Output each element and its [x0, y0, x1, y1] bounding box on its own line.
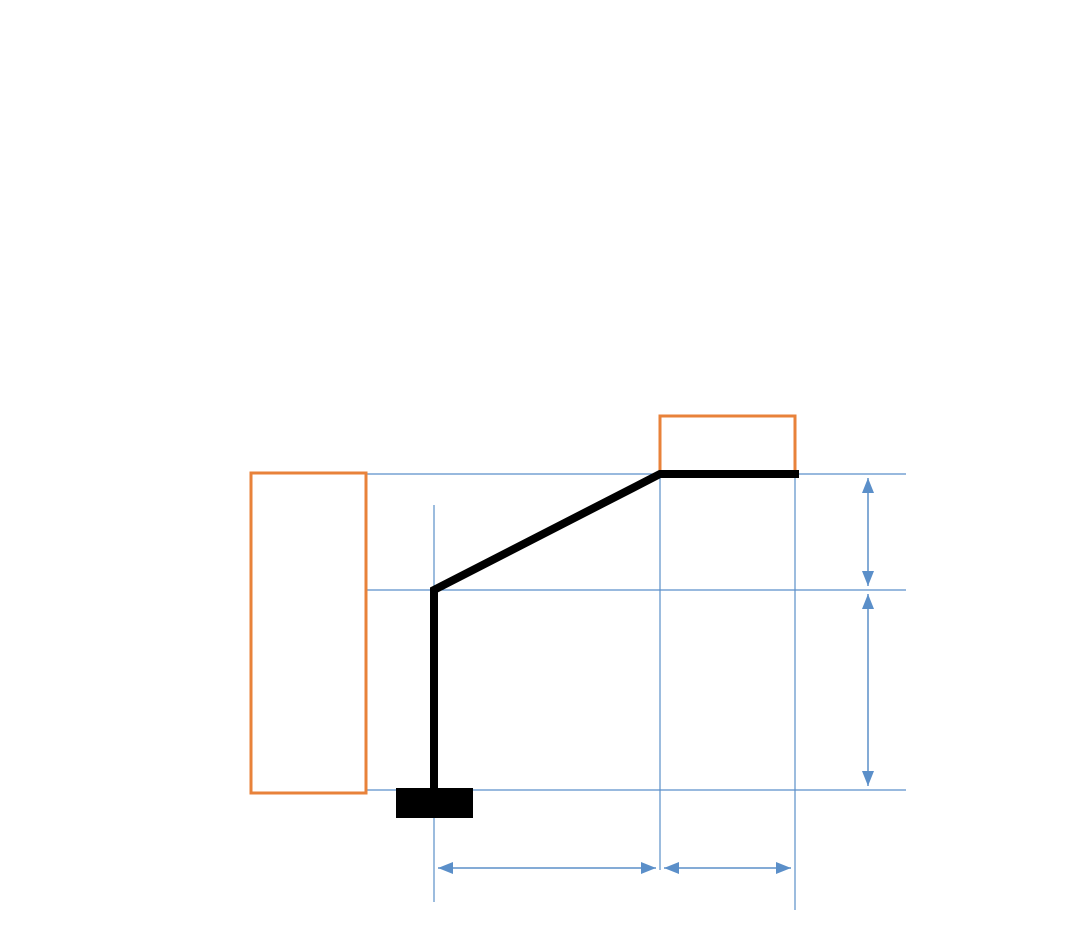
fixed-support [396, 788, 473, 818]
frame-members [434, 474, 795, 788]
left-distributed-load [251, 473, 366, 793]
top-distributed-load [660, 416, 795, 474]
frame-diagram [0, 400, 1080, 930]
